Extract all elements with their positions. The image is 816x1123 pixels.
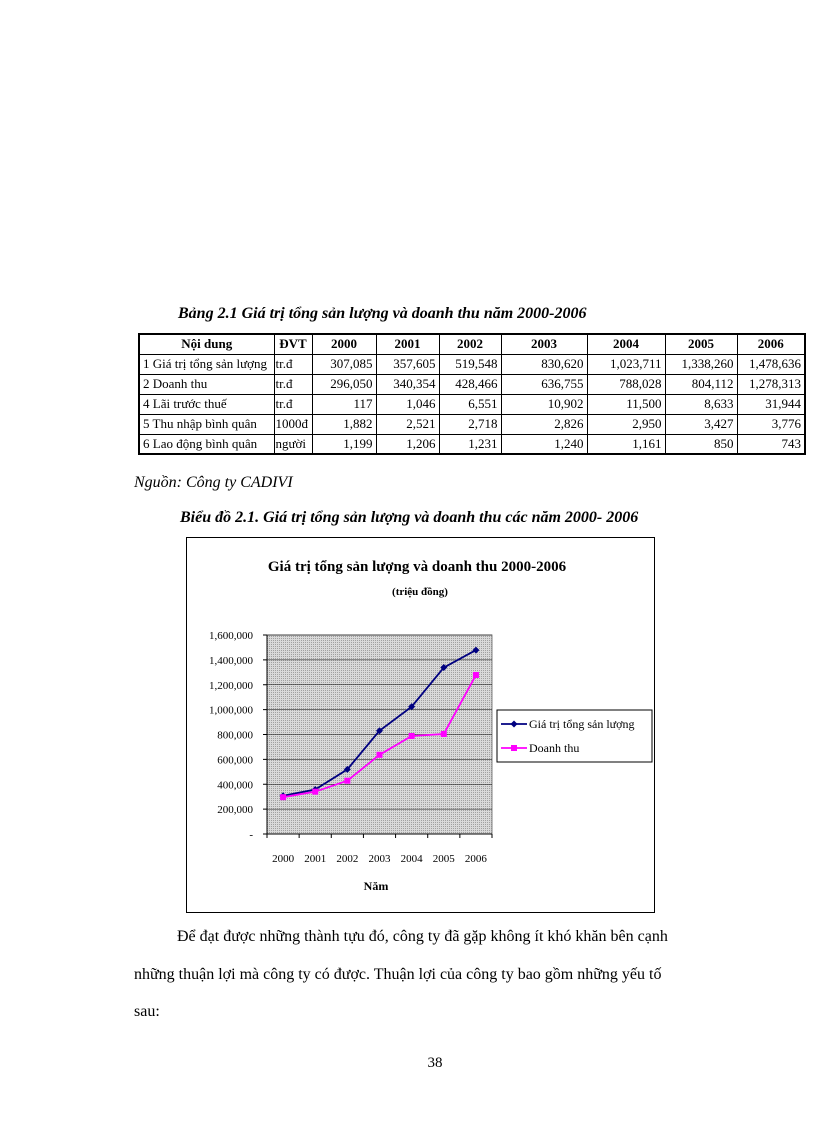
table-cell: 6,551 <box>439 394 501 414</box>
y-tick-labels <box>209 630 254 841</box>
table-caption: Bảng 2.1 Giá trị tổng sản lượng và doanh thu năm 2000-2006 <box>178 305 587 322</box>
table-cell: 2,718 <box>439 414 501 434</box>
row-label: 5 Thu nhập bình quân <box>139 414 274 434</box>
table-header-row <box>139 334 805 354</box>
table-cell: 850 <box>665 434 737 454</box>
x-tick-label: 2000 <box>272 853 295 865</box>
table-source: Nguồn: Công ty CADIVI <box>134 474 293 491</box>
row-unit: 1000đ <box>274 414 312 434</box>
table-cell: 1,046 <box>376 394 439 414</box>
table-cell: 117 <box>312 394 376 414</box>
chart-subtitle: (triệu đồng) <box>392 586 448 598</box>
table-cell: 1,478,636 <box>737 354 805 374</box>
table-cell: 1,338,260 <box>665 354 737 374</box>
header-cell: 2000 <box>312 334 376 354</box>
chart-legend <box>497 710 652 762</box>
paragraph-line <box>134 928 746 946</box>
table-cell: 2,950 <box>587 414 665 434</box>
table-cell: 10,902 <box>501 394 587 414</box>
data-point <box>473 672 479 678</box>
table-cell: 2,826 <box>501 414 587 434</box>
header-cell: 2003 <box>501 334 587 354</box>
table-cell: 519,548 <box>439 354 501 374</box>
data-point <box>344 778 350 784</box>
row-unit: tr.đ <box>274 394 312 414</box>
x-tick-label: 2005 <box>432 853 455 865</box>
table-cell: 2,521 <box>376 414 439 434</box>
header-cell: 2006 <box>737 334 805 354</box>
table-cell: 11,500 <box>587 394 665 414</box>
x-tick-label: 2002 <box>336 853 359 865</box>
table-row <box>139 374 805 394</box>
chart-container <box>186 537 655 913</box>
y-tick-label: 600,000 <box>217 754 253 767</box>
data-point <box>377 752 383 758</box>
table-cell: 1,231 <box>439 434 501 454</box>
data-point <box>441 731 447 737</box>
chart-caption: Biểu đồ 2.1. Giá trị tổng sản lượng và doanh thu các năm 2000- 2006 <box>180 509 639 526</box>
x-tick-label: 2003 <box>368 853 391 865</box>
table-cell: 428,466 <box>439 374 501 394</box>
row-label: 1 Giá trị tổng sản lượng <box>139 354 274 374</box>
table-cell: 743 <box>737 434 805 454</box>
x-axis-label: Năm <box>363 879 389 893</box>
table-row <box>139 414 805 434</box>
legend-marker <box>511 745 517 751</box>
row-label: 4 Lãi trước thuế <box>139 394 274 414</box>
row-unit: tr.đ <box>274 354 312 374</box>
table-cell: 296,050 <box>312 374 376 394</box>
table-cell: 1,161 <box>587 434 665 454</box>
line-chart <box>187 538 656 914</box>
y-tick-label: 1,600,000 <box>209 630 253 642</box>
data-point <box>312 789 318 795</box>
table-cell: 788,028 <box>587 374 665 394</box>
page-number: 38 <box>427 1055 443 1071</box>
table-cell: 357,605 <box>376 354 439 374</box>
data-table <box>138 333 806 455</box>
y-tick-label: 800,000 <box>217 729 253 742</box>
paragraph-text: Để đạt được những thành tựu đó, công ty đã gặp không ít khó khăn bên cạnh <box>177 928 668 945</box>
header-cell: 2002 <box>439 334 501 354</box>
table-cell: 1,206 <box>376 434 439 454</box>
x-tick-label: 2004 <box>400 853 423 865</box>
header-cell: Nội dung <box>139 334 274 354</box>
table-cell: 31,944 <box>737 394 805 414</box>
y-tick-label: 1,000,000 <box>209 704 253 717</box>
table-row <box>139 354 805 374</box>
x-tick-label: 2001 <box>304 853 327 865</box>
table-cell: 1,882 <box>312 414 376 434</box>
table-cell: 1,199 <box>312 434 376 454</box>
table-cell: 340,354 <box>376 374 439 394</box>
table-cell: 3,776 <box>737 414 805 434</box>
paragraph-line: sau: <box>134 1003 160 1020</box>
chart-title: Giá trị tổng sản lượng và doanh thu 2000-2006 <box>267 559 567 575</box>
table-row <box>139 394 805 414</box>
table-cell: 3,427 <box>665 414 737 434</box>
row-unit: người <box>274 434 312 454</box>
x-tick-labels <box>267 834 492 865</box>
table-cell: 830,620 <box>501 354 587 374</box>
table-cell: 636,755 <box>501 374 587 394</box>
table-cell: 8,633 <box>665 394 737 414</box>
paragraph-line: những thuận lợi mà công ty có được. Thuận lợi của công ty bao gồm những yếu tố <box>134 966 662 983</box>
row-label: 2 Doanh thu <box>139 374 274 394</box>
data-point <box>280 794 286 800</box>
y-tick-label: - <box>249 829 253 841</box>
row-unit: tr.đ <box>274 374 312 394</box>
header-cell: 2004 <box>587 334 665 354</box>
y-tick-label: 400,000 <box>217 779 253 792</box>
y-tick-label: 1,200,000 <box>209 679 253 692</box>
table-cell: 1,240 <box>501 434 587 454</box>
table-cell: 804,112 <box>665 374 737 394</box>
header-cell: ĐVT <box>274 334 312 354</box>
table-cell: 307,085 <box>312 354 376 374</box>
table-row <box>139 434 805 454</box>
x-tick-label: 2006 <box>464 853 487 865</box>
row-label: 6 Lao động bình quân <box>139 434 274 454</box>
y-tick-label: 1,400,000 <box>209 654 253 667</box>
data-point <box>409 733 415 739</box>
header-cell: 2005 <box>665 334 737 354</box>
legend-label: Doanh thu <box>529 741 580 755</box>
y-tick-label: 200,000 <box>217 804 253 817</box>
legend-label: Giá trị tổng sản lượng <box>529 717 635 731</box>
table-cell: 1,023,711 <box>587 354 665 374</box>
header-cell: 2001 <box>376 334 439 354</box>
table-cell: 1,278,313 <box>737 374 805 394</box>
